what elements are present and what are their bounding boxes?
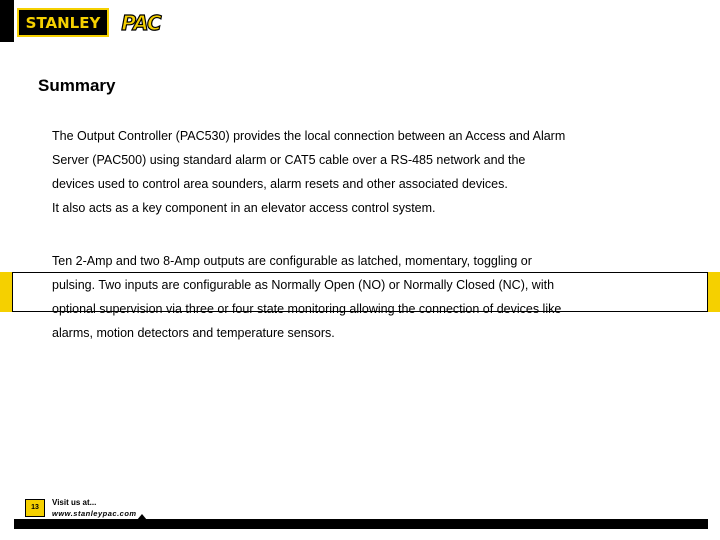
paragraph-line: pulsing. Two inputs are configurable as Normally Open (NO) or Normally Closed (NC), with bbox=[52, 278, 555, 292]
paragraph-line: devices used to control area sounders, alarm resets and other associated devices. bbox=[52, 177, 508, 191]
stanley-logo bbox=[17, 8, 109, 37]
stanley-logo-text: STANLEY bbox=[25, 13, 101, 32]
paragraph-line: Server (PAC500) using standard alarm or CAT5 cable over a RS-485 network and the bbox=[52, 153, 526, 167]
pac-logo bbox=[115, 10, 167, 36]
paragraph-line: It also acts as a key component in an elevator access control system. bbox=[52, 201, 436, 215]
page-number-text: 13 bbox=[31, 504, 39, 511]
page-title: Summary bbox=[38, 76, 116, 95]
paragraph-intro bbox=[52, 124, 652, 220]
paragraph-outputs bbox=[52, 249, 652, 345]
visit-label: Visit us at... bbox=[52, 498, 97, 507]
paragraph-line: optional supervision via three or four state monitoring allowing the connection of devices like bbox=[52, 302, 562, 316]
website-link[interactable]: www.stanleypac.com bbox=[52, 509, 137, 518]
paragraph-line: The Output Controller (PAC530) provides the local connection between an Access and Alarm bbox=[52, 129, 566, 143]
pac-logo-text: PAC bbox=[121, 11, 161, 35]
footer-bar bbox=[14, 519, 708, 529]
page-number bbox=[25, 499, 45, 517]
paragraph-line: Ten 2-Amp and two 8-Amp outputs are configurable as latched, momentary, toggling or bbox=[52, 254, 532, 268]
paragraph-line: alarms, motion detectors and temperature sensors. bbox=[52, 326, 335, 340]
left-accent-bar bbox=[0, 0, 14, 42]
